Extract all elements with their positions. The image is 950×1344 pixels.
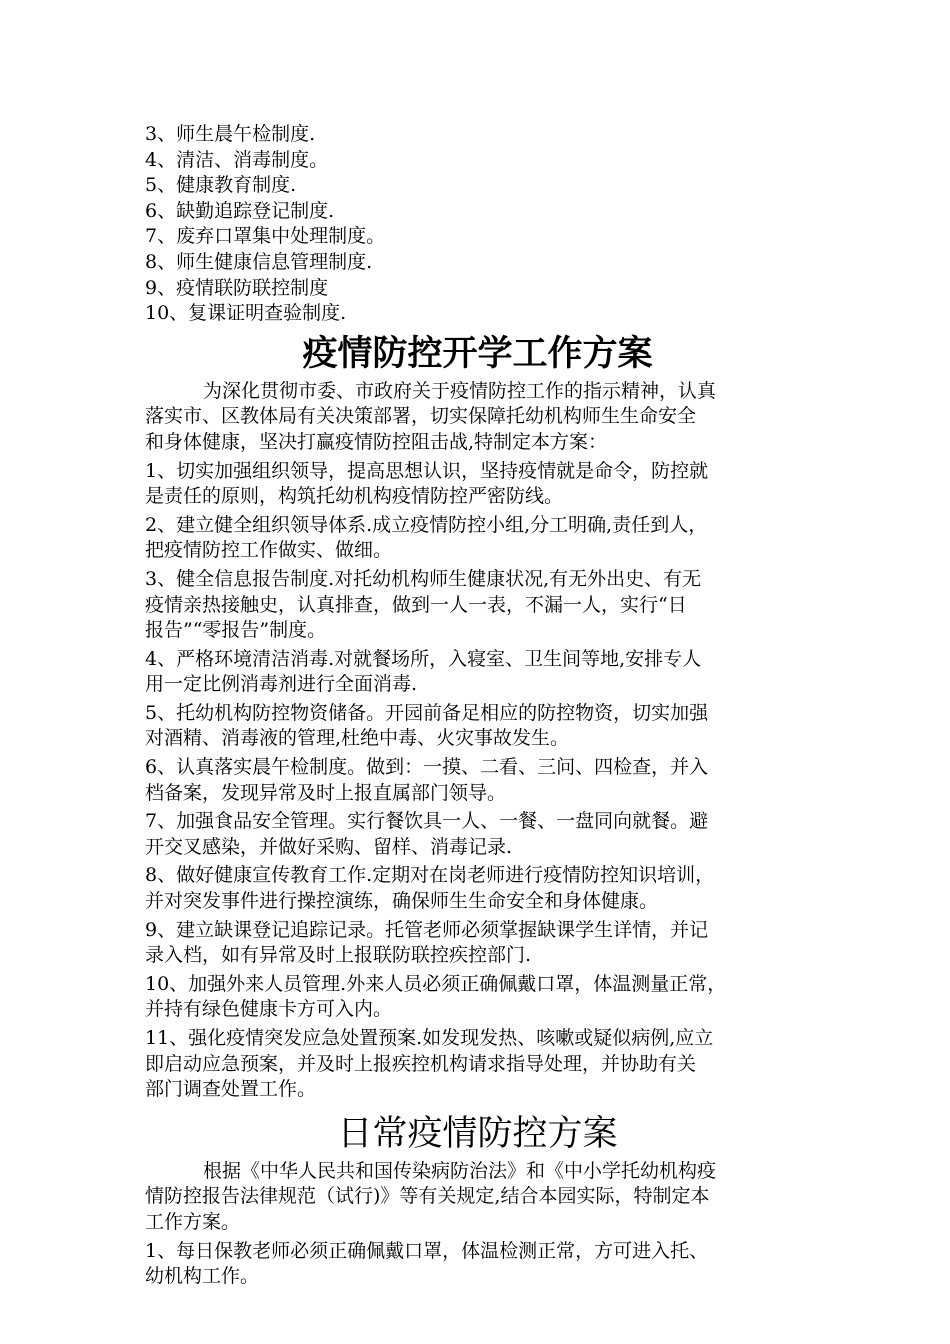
text-line: 报告”“零报告”制度。 — [145, 619, 327, 642]
paragraph-intro — [145, 1159, 810, 1236]
list-item: 10、复课证明查验制度. — [145, 302, 347, 325]
list-item: 6、缺勤追踪登记制度. — [145, 199, 335, 222]
text-line: 9、建立缺课登记追踪记录。托管老师必须掌握缺课学生详情，并记 — [145, 918, 709, 941]
text-line: 即启动应急预案，并及时上报疾控机构请求指导处理，并协助有关 — [145, 1052, 697, 1075]
paragraph-item — [145, 701, 810, 752]
text-line: 为深化贯彻市委、市政府关于疫情防控工作的指示精神，认真 — [203, 379, 717, 402]
list-item: 3、师生晨午检制度. — [145, 123, 316, 145]
text-line: 6、认真落实晨午检制度。做到：一摸、二看、三问、四检查，并入 — [145, 756, 709, 779]
paragraph-item — [145, 513, 810, 564]
list-item: 9、疫情联防联控制度 — [145, 276, 329, 299]
text-line: 开交叉感染，并做好采购、留样、消毒记录. — [145, 835, 513, 858]
list-item: 4、清洁、消毒制度。 — [145, 148, 329, 171]
document-content — [145, 122, 810, 1293]
text-line: 疫情亲热接触史，认真排查，做到一人一表，不漏一人，实行“日 — [145, 593, 687, 616]
text-line: 并持有绿色健康卡方可入内。 — [145, 998, 393, 1021]
paragraph-intro — [145, 379, 810, 456]
text-line: 档备案，发现异常及时上报直属部门领导。 — [145, 781, 507, 804]
section-title-daily-plan: 日常疫情防控方案 — [337, 1113, 618, 1154]
text-line: 根据《中华人民共和国传染病防治法》和《中小学托幼机构疫 — [203, 1159, 717, 1182]
text-line: 落实市、区教体局有关决策部署，切实保障托幼机构师生生命安全 — [145, 405, 697, 428]
list-item: 5、健康教育制度. — [145, 174, 297, 197]
text-line: 用一定比例消毒剂进行全面消毒. — [145, 673, 418, 696]
text-line: 11、强化疫情突发应急处置预案.如发现发热、咳嗽或疑似病例,应立 — [145, 1027, 714, 1049]
text-line: 2、建立健全组织领导体系.成立疫情防控小组,分工明确,责任到人， — [145, 513, 708, 536]
paragraph-item — [145, 918, 810, 969]
paragraph-item — [145, 809, 810, 860]
text-line: 5、托幼机构防控物资储备。开园前备足相应的防控物资，切实加强 — [145, 701, 709, 724]
list-item: 8、师生健康信息管理制度. — [145, 250, 373, 273]
text-line: 把疫情防控工作做实、做细。 — [145, 539, 393, 562]
text-line: 1、每日保教老师必须正确佩戴口罩，体温检测正常，方可进入托、 — [145, 1239, 709, 1262]
text-line: 录入档，如有异常及时上报联防联控疾控部门. — [145, 944, 532, 967]
paragraph-item — [145, 1026, 810, 1103]
text-line: 情防控报告法律规范（试行)》等有关规定,结合本园实际，特制定本 — [145, 1185, 710, 1208]
text-line: 是责任的原则，构筑托幼机构疫情防控严密防线。 — [145, 485, 564, 508]
text-line: 幼机构工作。 — [145, 1265, 260, 1288]
text-line: 8、做好健康宣传教育工作.定期对在岗老师进行疫情防控知识培训， — [145, 864, 715, 887]
section-title-opening-plan: 疫情防控开学工作方案 — [302, 332, 653, 374]
text-line: 和身体健康，坚决打赢疫情防控阻击战,特制定本方案： — [145, 430, 608, 453]
paragraph-item — [145, 863, 810, 914]
text-line: 3、健全信息报告制度.对托幼机构师生健康状况,有无外出史、有无 — [145, 567, 702, 590]
text-line: 并对突发事件进行操控演练，确保师生生命安全和身体健康。 — [145, 890, 659, 913]
text-line: 1、切实加强组织领导，提高思想认识，坚持疫情就是命令，防控就 — [145, 459, 709, 482]
text-line: 10、加强外来人员管理.外来人员必须正确佩戴口罩，体温测量正常， — [145, 972, 727, 995]
system-list — [145, 122, 810, 327]
list-item: 7、废弃口罩集中处理制度。 — [145, 225, 386, 248]
paragraph-item — [145, 459, 810, 510]
paragraph-item — [145, 755, 810, 806]
text-line: 4、严格环境清洁消毒.对就餐场所，入寝室、卫生间等地,安排专人 — [145, 647, 702, 670]
text-line: 工作方案。 — [145, 1210, 241, 1233]
paragraph-item — [145, 972, 810, 1023]
paragraph-item — [145, 1239, 810, 1290]
paragraph-item — [145, 567, 810, 644]
text-line: 7、加强食品安全管理。实行餐饮具一人、一餐、一盘同向就餐。避 — [145, 810, 709, 833]
text-line: 对酒精、消毒液的管理,杜绝中毒、火灾事故发生。 — [145, 727, 570, 750]
paragraph-item — [145, 647, 810, 698]
text-line: 部门调查处置工作。 — [145, 1078, 317, 1101]
